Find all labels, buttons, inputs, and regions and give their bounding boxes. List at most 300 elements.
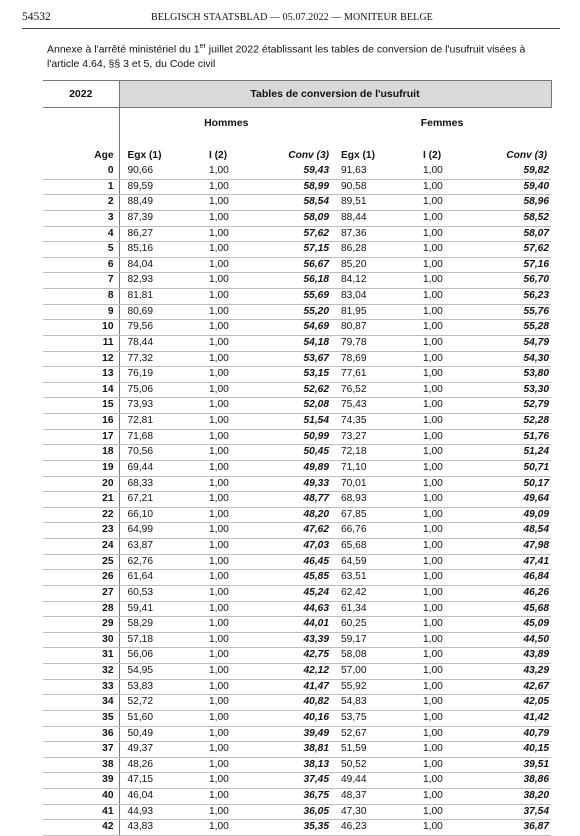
l-women-cell: 1,00 bbox=[409, 554, 479, 570]
l-men-cell: 1,00 bbox=[195, 429, 265, 445]
conv-men-cell: 50,45 bbox=[265, 445, 333, 461]
table-row bbox=[43, 523, 551, 539]
l-men-cell: 1,00 bbox=[195, 382, 265, 398]
table-title: Tables de conversion de l'usufruit bbox=[119, 81, 551, 108]
table-row bbox=[43, 460, 551, 476]
conv-men-cell: 59,43 bbox=[265, 164, 333, 179]
egx-women-cell: 53,75 bbox=[333, 710, 409, 726]
l-men-cell: 1,00 bbox=[195, 445, 265, 461]
conv-men-cell: 40,82 bbox=[265, 695, 333, 711]
age-cell: 31 bbox=[43, 648, 119, 664]
egx-men-cell: 67,21 bbox=[119, 492, 195, 508]
conv-women-cell: 54,79 bbox=[479, 335, 551, 351]
table-row bbox=[43, 351, 551, 367]
conv-men-cell: 41,47 bbox=[265, 679, 333, 695]
egx-women-cell: 75,43 bbox=[333, 398, 409, 414]
table-row bbox=[43, 632, 551, 648]
table-row bbox=[43, 789, 551, 805]
conv-men-cell: 49,33 bbox=[265, 476, 333, 492]
l-men-cell: 1,00 bbox=[195, 195, 265, 211]
egx-women-cell: 57,00 bbox=[333, 664, 409, 680]
l-women-cell: 1,00 bbox=[409, 195, 479, 211]
l-women-cell: 1,00 bbox=[409, 445, 479, 461]
conv-women-cell: 43,89 bbox=[479, 648, 551, 664]
l-women-cell: 1,00 bbox=[409, 273, 479, 289]
l-men-cell: 1,00 bbox=[195, 585, 265, 601]
l-men-cell: 1,00 bbox=[195, 820, 265, 836]
conv-men-cell: 48,77 bbox=[265, 492, 333, 508]
col-header-egx-men: Egx (1) bbox=[119, 148, 195, 164]
table-row bbox=[43, 773, 551, 789]
egx-men-cell: 86,27 bbox=[119, 226, 195, 242]
conv-men-cell: 44,01 bbox=[265, 617, 333, 633]
egx-women-cell: 80,87 bbox=[333, 320, 409, 336]
conv-men-cell: 47,03 bbox=[265, 539, 333, 555]
conv-men-cell: 57,62 bbox=[265, 226, 333, 242]
egx-men-cell: 85,16 bbox=[119, 242, 195, 258]
egx-men-cell: 71,68 bbox=[119, 429, 195, 445]
l-women-cell: 1,00 bbox=[409, 664, 479, 680]
age-cell: 4 bbox=[43, 226, 119, 242]
conv-men-cell: 46,45 bbox=[265, 554, 333, 570]
l-men-cell: 1,00 bbox=[195, 507, 265, 523]
conv-women-cell: 45,09 bbox=[479, 617, 551, 633]
egx-men-cell: 62,76 bbox=[119, 554, 195, 570]
egx-men-cell: 89,59 bbox=[119, 179, 195, 195]
egx-women-cell: 63,51 bbox=[333, 570, 409, 586]
conv-women-cell: 47,98 bbox=[479, 539, 551, 555]
age-cell: 23 bbox=[43, 523, 119, 539]
conv-men-cell: 42,12 bbox=[265, 664, 333, 680]
egx-women-cell: 61,34 bbox=[333, 601, 409, 617]
egx-men-cell: 48,26 bbox=[119, 757, 195, 773]
l-men-cell: 1,00 bbox=[195, 664, 265, 680]
age-cell: 28 bbox=[43, 601, 119, 617]
conv-men-cell: 38,13 bbox=[265, 757, 333, 773]
table-row bbox=[43, 367, 551, 383]
age-cell: 7 bbox=[43, 273, 119, 289]
table-row bbox=[43, 414, 551, 430]
l-men-cell: 1,00 bbox=[195, 804, 265, 820]
conv-women-cell: 58,96 bbox=[479, 195, 551, 211]
conv-men-cell: 54,18 bbox=[265, 335, 333, 351]
egx-men-cell: 52,72 bbox=[119, 695, 195, 711]
conv-women-cell: 38,86 bbox=[479, 773, 551, 789]
conv-men-cell: 45,24 bbox=[265, 585, 333, 601]
egx-men-cell: 81,81 bbox=[119, 289, 195, 305]
l-women-cell: 1,00 bbox=[409, 773, 479, 789]
conv-men-cell: 42,75 bbox=[265, 648, 333, 664]
conv-men-cell: 36,75 bbox=[265, 789, 333, 805]
conv-men-cell: 37,45 bbox=[265, 773, 333, 789]
conv-women-cell: 51,24 bbox=[479, 445, 551, 461]
conv-men-cell: 47,62 bbox=[265, 523, 333, 539]
table-row bbox=[43, 617, 551, 633]
age-cell: 21 bbox=[43, 492, 119, 508]
egx-women-cell: 81,95 bbox=[333, 304, 409, 320]
conv-women-cell: 48,54 bbox=[479, 523, 551, 539]
conv-women-cell: 49,09 bbox=[479, 507, 551, 523]
egx-men-cell: 68,33 bbox=[119, 476, 195, 492]
women-group-label: Femmes bbox=[420, 117, 464, 129]
age-cell: 20 bbox=[43, 476, 119, 492]
table-row bbox=[43, 289, 551, 305]
table-row bbox=[43, 179, 551, 195]
age-cell: 38 bbox=[43, 757, 119, 773]
l-men-cell: 1,00 bbox=[195, 351, 265, 367]
l-men-cell: 1,00 bbox=[195, 226, 265, 242]
l-women-cell: 1,00 bbox=[409, 382, 479, 398]
age-cell: 22 bbox=[43, 507, 119, 523]
conv-men-cell: 36,05 bbox=[265, 804, 333, 820]
conv-men-cell: 55,69 bbox=[265, 289, 333, 305]
age-cell: 10 bbox=[43, 320, 119, 336]
l-men-cell: 1,00 bbox=[195, 601, 265, 617]
age-cell: 19 bbox=[43, 460, 119, 476]
age-cell: 35 bbox=[43, 710, 119, 726]
conv-men-cell: 51,54 bbox=[265, 414, 333, 430]
l-men-cell: 1,00 bbox=[195, 492, 265, 508]
conv-men-cell: 49,89 bbox=[265, 460, 333, 476]
egx-men-cell: 78,44 bbox=[119, 335, 195, 351]
conv-women-cell: 45,68 bbox=[479, 601, 551, 617]
running-title: BELGISCH STAATSBLAD — 05.07.2022 — MONITEUR BELGE bbox=[151, 12, 433, 23]
l-men-cell: 1,00 bbox=[195, 695, 265, 711]
egx-women-cell: 87,36 bbox=[333, 226, 409, 242]
age-cell: 39 bbox=[43, 773, 119, 789]
table-row bbox=[43, 195, 551, 211]
table-row bbox=[43, 585, 551, 601]
egx-women-cell: 77,61 bbox=[333, 367, 409, 383]
egx-men-cell: 60,53 bbox=[119, 585, 195, 601]
egx-men-cell: 46,04 bbox=[119, 789, 195, 805]
conv-women-cell: 46,84 bbox=[479, 570, 551, 586]
egx-men-cell: 88,49 bbox=[119, 195, 195, 211]
l-women-cell: 1,00 bbox=[409, 820, 479, 836]
col-header-conv-men: Conv (3) bbox=[288, 150, 329, 161]
table-row bbox=[43, 429, 551, 445]
l-women-cell: 1,00 bbox=[409, 179, 479, 195]
conv-women-cell: 51,76 bbox=[479, 429, 551, 445]
table-row bbox=[43, 398, 551, 414]
egx-men-cell: 63,87 bbox=[119, 539, 195, 555]
l-women-cell: 1,00 bbox=[409, 164, 479, 179]
table-row bbox=[43, 664, 551, 680]
egx-women-cell: 79,78 bbox=[333, 335, 409, 351]
egx-women-cell: 85,20 bbox=[333, 257, 409, 273]
l-women-cell: 1,00 bbox=[409, 398, 479, 414]
conv-men-cell: 54,69 bbox=[265, 320, 333, 336]
col-header-l-women: I (2) bbox=[423, 150, 442, 161]
conv-women-cell: 52,79 bbox=[479, 398, 551, 414]
conv-men-cell: 35,35 bbox=[265, 820, 333, 836]
l-men-cell: 1,00 bbox=[195, 335, 265, 351]
conv-men-cell: 45,85 bbox=[265, 570, 333, 586]
egx-women-cell: 65,68 bbox=[333, 539, 409, 555]
conv-men-cell: 39,49 bbox=[265, 726, 333, 742]
table-row bbox=[43, 804, 551, 820]
egx-women-cell: 62,42 bbox=[333, 585, 409, 601]
l-men-cell: 1,00 bbox=[195, 304, 265, 320]
conv-men-cell: 44,63 bbox=[265, 601, 333, 617]
l-women-cell: 1,00 bbox=[409, 460, 479, 476]
table-row bbox=[43, 273, 551, 289]
egx-men-cell: 58,29 bbox=[119, 617, 195, 633]
conv-women-cell: 56,23 bbox=[479, 289, 551, 305]
age-cell: 26 bbox=[43, 570, 119, 586]
age-cell: 17 bbox=[43, 429, 119, 445]
page-header bbox=[22, 10, 560, 29]
egx-men-cell: 54,95 bbox=[119, 664, 195, 680]
conv-women-cell: 49,64 bbox=[479, 492, 551, 508]
egx-men-cell: 49,37 bbox=[119, 742, 195, 758]
age-cell: 29 bbox=[43, 617, 119, 633]
table-row bbox=[43, 304, 551, 320]
conv-men-cell: 58,99 bbox=[265, 179, 333, 195]
egx-women-cell: 47,30 bbox=[333, 804, 409, 820]
conv-women-cell: 52,28 bbox=[479, 414, 551, 430]
table-row bbox=[43, 257, 551, 273]
l-men-cell: 1,00 bbox=[195, 460, 265, 476]
table-row bbox=[43, 757, 551, 773]
conv-women-cell: 57,16 bbox=[479, 257, 551, 273]
age-cell: 6 bbox=[43, 257, 119, 273]
l-women-cell: 1,00 bbox=[409, 414, 479, 430]
egx-women-cell: 67,85 bbox=[333, 507, 409, 523]
table-row bbox=[43, 679, 551, 695]
age-cell: 25 bbox=[43, 554, 119, 570]
l-women-cell: 1,00 bbox=[409, 632, 479, 648]
conv-women-cell: 56,70 bbox=[479, 273, 551, 289]
age-cell: 9 bbox=[43, 304, 119, 320]
l-women-cell: 1,00 bbox=[409, 695, 479, 711]
egx-women-cell: 73,27 bbox=[333, 429, 409, 445]
egx-men-cell: 51,60 bbox=[119, 710, 195, 726]
egx-men-cell: 76,19 bbox=[119, 367, 195, 383]
l-men-cell: 1,00 bbox=[195, 414, 265, 430]
intro-text-part1: Annexe à l'arrêté ministériel du 1 bbox=[47, 43, 200, 56]
conv-men-cell: 52,62 bbox=[265, 382, 333, 398]
age-cell: 12 bbox=[43, 351, 119, 367]
age-cell: 8 bbox=[43, 289, 119, 305]
conv-women-cell: 50,71 bbox=[479, 460, 551, 476]
l-women-cell: 1,00 bbox=[409, 804, 479, 820]
conv-men-cell: 38,81 bbox=[265, 742, 333, 758]
egx-men-cell: 77,32 bbox=[119, 351, 195, 367]
l-men-cell: 1,00 bbox=[195, 523, 265, 539]
egx-men-cell: 80,69 bbox=[119, 304, 195, 320]
conv-women-cell: 57,62 bbox=[479, 242, 551, 258]
l-women-cell: 1,00 bbox=[409, 523, 479, 539]
egx-men-cell: 75,06 bbox=[119, 382, 195, 398]
conv-women-cell: 53,30 bbox=[479, 382, 551, 398]
intro-paragraph bbox=[47, 40, 559, 71]
conv-women-cell: 59,82 bbox=[479, 164, 551, 179]
age-cell: 42 bbox=[43, 820, 119, 836]
l-men-cell: 1,00 bbox=[195, 617, 265, 633]
egx-men-cell: 87,39 bbox=[119, 210, 195, 226]
table-row bbox=[43, 445, 551, 461]
egx-women-cell: 91,63 bbox=[333, 164, 409, 179]
conv-women-cell: 42,67 bbox=[479, 679, 551, 695]
egx-women-cell: 90,58 bbox=[333, 179, 409, 195]
egx-men-cell: 82,93 bbox=[119, 273, 195, 289]
egx-women-cell: 88,44 bbox=[333, 210, 409, 226]
egx-men-cell: 59,41 bbox=[119, 601, 195, 617]
conv-men-cell: 48,20 bbox=[265, 507, 333, 523]
egx-men-cell: 50,49 bbox=[119, 726, 195, 742]
conv-women-cell: 53,80 bbox=[479, 367, 551, 383]
l-men-cell: 1,00 bbox=[195, 164, 265, 179]
intro-superscript: er bbox=[199, 43, 206, 50]
l-men-cell: 1,00 bbox=[195, 210, 265, 226]
egx-men-cell: 69,44 bbox=[119, 460, 195, 476]
l-women-cell: 1,00 bbox=[409, 710, 479, 726]
table-row bbox=[43, 601, 551, 617]
conv-men-cell: 53,15 bbox=[265, 367, 333, 383]
l-women-cell: 1,00 bbox=[409, 617, 479, 633]
l-women-cell: 1,00 bbox=[409, 789, 479, 805]
conv-women-cell: 40,79 bbox=[479, 726, 551, 742]
l-men-cell: 1,00 bbox=[195, 539, 265, 555]
egx-men-cell: 70,56 bbox=[119, 445, 195, 461]
l-women-cell: 1,00 bbox=[409, 476, 479, 492]
l-men-cell: 1,00 bbox=[195, 789, 265, 805]
conv-men-cell: 43,39 bbox=[265, 632, 333, 648]
egx-women-cell: 52,67 bbox=[333, 726, 409, 742]
age-cell: 27 bbox=[43, 585, 119, 601]
table-row bbox=[43, 820, 551, 836]
table-row bbox=[43, 570, 551, 586]
egx-women-cell: 78,69 bbox=[333, 351, 409, 367]
l-women-cell: 1,00 bbox=[409, 257, 479, 273]
l-men-cell: 1,00 bbox=[195, 179, 265, 195]
intro-text-part2: juillet 2022 établissant les tables de conversion de l'usufruit visées à l'article 4.64, §§ 3 et 5, du Code civil bbox=[47, 43, 526, 70]
l-women-cell: 1,00 bbox=[409, 304, 479, 320]
egx-women-cell: 71,10 bbox=[333, 460, 409, 476]
egx-women-cell: 70,01 bbox=[333, 476, 409, 492]
conv-women-cell: 55,76 bbox=[479, 304, 551, 320]
l-women-cell: 1,00 bbox=[409, 492, 479, 508]
table-row bbox=[43, 710, 551, 726]
egx-women-cell: 60,25 bbox=[333, 617, 409, 633]
l-men-cell: 1,00 bbox=[195, 398, 265, 414]
table-row bbox=[43, 320, 551, 336]
l-men-cell: 1,00 bbox=[195, 273, 265, 289]
egx-men-cell: 66,10 bbox=[119, 507, 195, 523]
l-women-cell: 1,00 bbox=[409, 367, 479, 383]
age-cell: 2 bbox=[43, 195, 119, 211]
age-cell: 33 bbox=[43, 679, 119, 695]
age-cell: 41 bbox=[43, 804, 119, 820]
age-cell: 40 bbox=[43, 789, 119, 805]
l-men-cell: 1,00 bbox=[195, 242, 265, 258]
l-men-cell: 1,00 bbox=[195, 679, 265, 695]
conv-men-cell: 50,99 bbox=[265, 429, 333, 445]
age-cell: 32 bbox=[43, 664, 119, 680]
l-women-cell: 1,00 bbox=[409, 585, 479, 601]
table-row bbox=[43, 742, 551, 758]
age-cell: 5 bbox=[43, 242, 119, 258]
l-women-cell: 1,00 bbox=[409, 648, 479, 664]
l-women-cell: 1,00 bbox=[409, 757, 479, 773]
conv-men-cell: 55,20 bbox=[265, 304, 333, 320]
col-header-l-men: I (2) bbox=[209, 150, 228, 161]
egx-men-cell: 43,83 bbox=[119, 820, 195, 836]
conv-men-cell: 56,18 bbox=[265, 273, 333, 289]
age-cell: 1 bbox=[43, 179, 119, 195]
conv-women-cell: 46,26 bbox=[479, 585, 551, 601]
egx-women-cell: 46,23 bbox=[333, 820, 409, 836]
table-row bbox=[43, 382, 551, 398]
table-row bbox=[43, 507, 551, 523]
egx-women-cell: 84,12 bbox=[333, 273, 409, 289]
l-men-cell: 1,00 bbox=[195, 773, 265, 789]
conv-women-cell: 44,50 bbox=[479, 632, 551, 648]
age-cell: 37 bbox=[43, 742, 119, 758]
l-men-cell: 1,00 bbox=[195, 710, 265, 726]
l-women-cell: 1,00 bbox=[409, 726, 479, 742]
conv-men-cell: 52,08 bbox=[265, 398, 333, 414]
age-cell: 14 bbox=[43, 382, 119, 398]
l-men-cell: 1,00 bbox=[195, 367, 265, 383]
age-cell: 36 bbox=[43, 726, 119, 742]
l-women-cell: 1,00 bbox=[409, 679, 479, 695]
egx-men-cell: 56,06 bbox=[119, 648, 195, 664]
egx-women-cell: 59,17 bbox=[333, 632, 409, 648]
egx-women-cell: 54,83 bbox=[333, 695, 409, 711]
table-row bbox=[43, 648, 551, 664]
table-row bbox=[43, 226, 551, 242]
conv-women-cell: 58,07 bbox=[479, 226, 551, 242]
egx-men-cell: 44,93 bbox=[119, 804, 195, 820]
table-row bbox=[43, 539, 551, 555]
l-women-cell: 1,00 bbox=[409, 242, 479, 258]
table-row bbox=[43, 476, 551, 492]
egx-women-cell: 58,08 bbox=[333, 648, 409, 664]
conv-women-cell: 37,54 bbox=[479, 804, 551, 820]
age-cell: 30 bbox=[43, 632, 119, 648]
usufruct-conversion-table bbox=[43, 80, 552, 836]
conv-women-cell: 55,28 bbox=[479, 320, 551, 336]
l-women-cell: 1,00 bbox=[409, 570, 479, 586]
egx-women-cell: 64,59 bbox=[333, 554, 409, 570]
l-women-cell: 1,00 bbox=[409, 429, 479, 445]
egx-men-cell: 61,64 bbox=[119, 570, 195, 586]
l-women-cell: 1,00 bbox=[409, 226, 479, 242]
age-cell: 11 bbox=[43, 335, 119, 351]
egx-women-cell: 66,76 bbox=[333, 523, 409, 539]
conv-women-cell: 42,05 bbox=[479, 695, 551, 711]
l-men-cell: 1,00 bbox=[195, 726, 265, 742]
table-row bbox=[43, 335, 551, 351]
l-women-cell: 1,00 bbox=[409, 601, 479, 617]
egx-women-cell: 74,35 bbox=[333, 414, 409, 430]
conv-men-cell: 40,16 bbox=[265, 710, 333, 726]
conv-women-cell: 41,42 bbox=[479, 710, 551, 726]
table-row bbox=[43, 164, 551, 179]
egx-women-cell: 72,18 bbox=[333, 445, 409, 461]
l-men-cell: 1,00 bbox=[195, 648, 265, 664]
egx-women-cell: 89,51 bbox=[333, 195, 409, 211]
egx-men-cell: 47,15 bbox=[119, 773, 195, 789]
l-women-cell: 1,00 bbox=[409, 351, 479, 367]
l-men-cell: 1,00 bbox=[195, 570, 265, 586]
conv-men-cell: 58,09 bbox=[265, 210, 333, 226]
age-cell: 16 bbox=[43, 414, 119, 430]
conv-women-cell: 43,29 bbox=[479, 664, 551, 680]
egx-men-cell: 79,56 bbox=[119, 320, 195, 336]
